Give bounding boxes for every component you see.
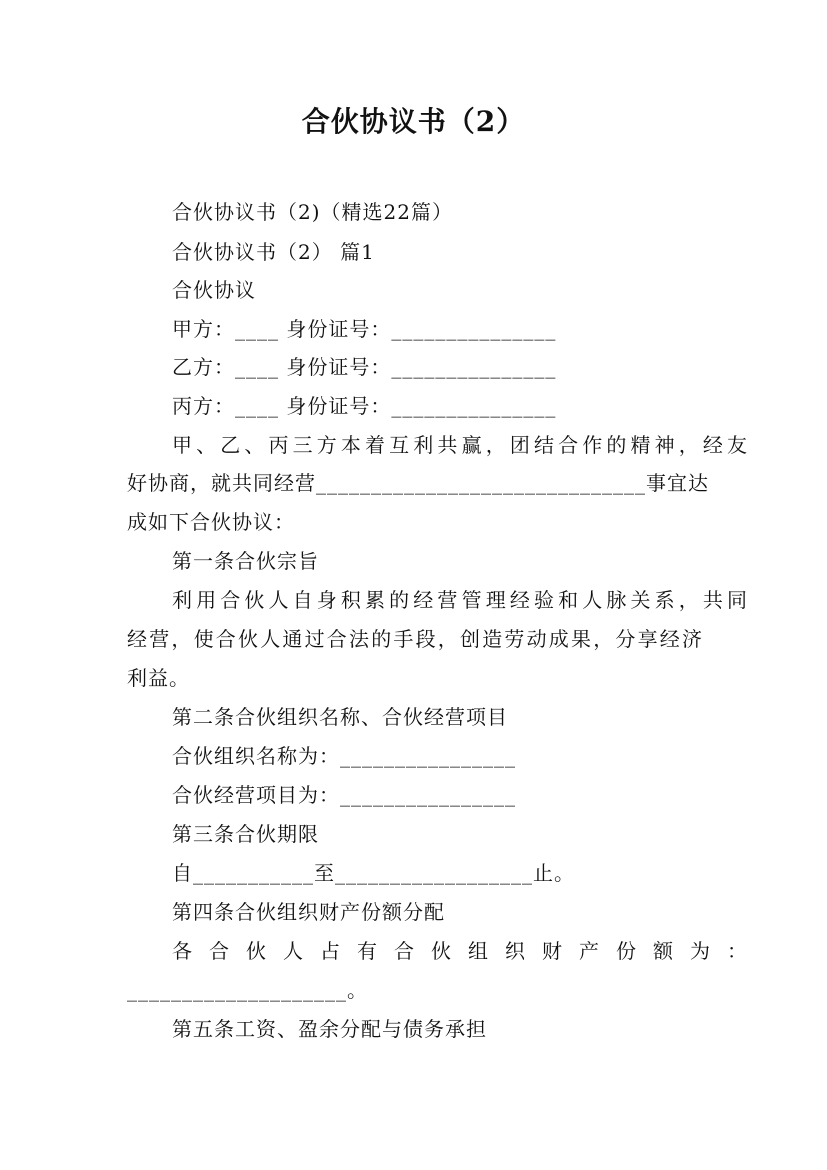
article-heading: 第三条合伙期限 bbox=[172, 822, 319, 846]
party-c-line: 丙方：____ 身份证号：_______________ bbox=[172, 394, 557, 418]
document-title: 合伙协议书（2） bbox=[301, 105, 526, 138]
article-heading: 第二条合伙组织名称、合伙经营项目 bbox=[172, 705, 508, 729]
paragraph-line: 成如下合伙协议： bbox=[127, 510, 295, 534]
section-heading: 合伙协议书（2） 篇1 bbox=[172, 240, 375, 264]
paragraph-line: 利用合伙人自身积累的经营管理经验和人脉关系，共同 bbox=[172, 588, 748, 612]
party-a-line: 甲方：____ 身份证号：_______________ bbox=[172, 317, 557, 341]
paragraph-line: 甲、乙、丙三方本着互利共赢，团结合作的精神，经友 bbox=[172, 433, 748, 457]
business-project-line: 合伙经营项目为：________________ bbox=[172, 783, 516, 807]
subtitle-line: 合伙协议书（2)（精选22篇） bbox=[172, 200, 453, 224]
organization-name-line: 合伙组织名称为：________________ bbox=[172, 744, 516, 768]
property-share-blank-line: ____________________。 bbox=[127, 978, 368, 1002]
party-b-line: 乙方：____ 身份证号：_______________ bbox=[172, 355, 557, 379]
article-heading: 第五条工资、盈余分配与债务承担 bbox=[172, 1017, 487, 1041]
term-line: 自___________至__________________止。 bbox=[172, 861, 575, 885]
paragraph-line: 利益。 bbox=[127, 666, 190, 690]
article-heading: 第一条合伙宗旨 bbox=[172, 549, 319, 573]
agreement-heading: 合伙协议 bbox=[172, 278, 256, 302]
property-share-line: 各合伙人占有合伙组织财产份额为： bbox=[172, 939, 764, 963]
paragraph-line: 好协商，就共同经营______________________________事宜达 bbox=[127, 471, 709, 495]
paragraph-line: 经营，使合伙人通过合法的手段，创造劳动成果，分享经济 bbox=[127, 627, 703, 651]
article-heading: 第四条合伙组织财产份额分配 bbox=[172, 900, 445, 924]
